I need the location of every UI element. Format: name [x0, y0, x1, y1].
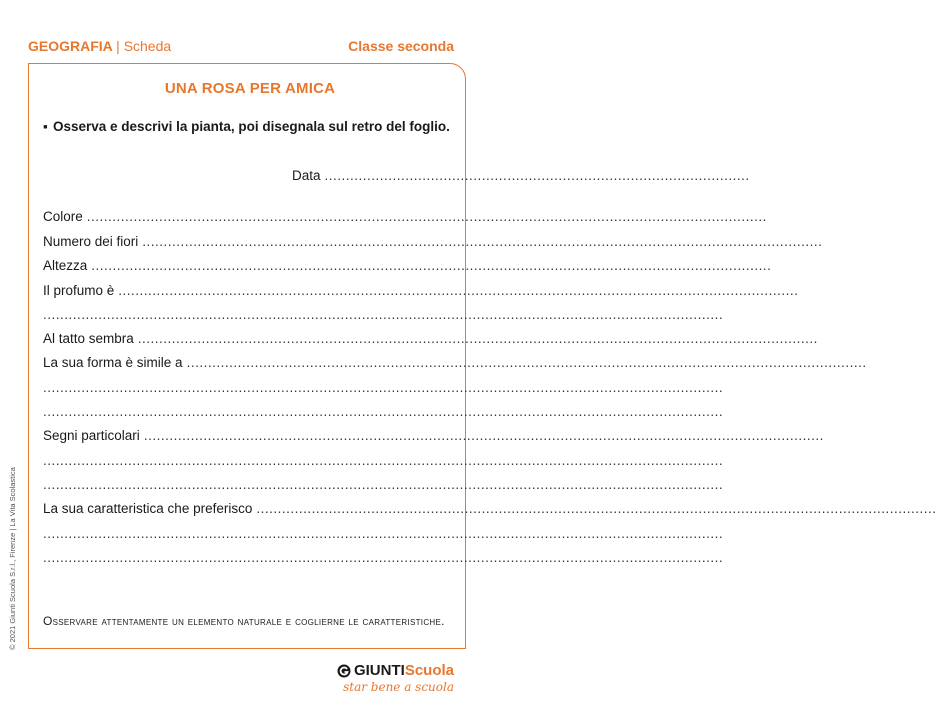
fill-in-row[interactable]	[43, 477, 724, 492]
header-subject-line	[28, 38, 171, 54]
fill-in-row[interactable]	[43, 258, 772, 273]
class-level-label: Classe seconda	[348, 38, 454, 54]
fill-in-row[interactable]	[43, 331, 818, 346]
fill-in-row[interactable]	[43, 526, 724, 541]
date-fill-line[interactable]: ....................................................................................................	[324, 168, 750, 183]
fill-in-row[interactable]	[43, 501, 936, 516]
fill-in-row[interactable]	[43, 283, 799, 298]
fill-line[interactable]: ................................................................................................................................................................	[43, 453, 724, 468]
subject-label: GEOGRAFIA	[28, 38, 113, 54]
fill-line[interactable]: ................................................................................................................................................................	[118, 283, 799, 298]
fill-line[interactable]: ................................................................................................................................................................	[143, 428, 824, 443]
field-label: Numero dei fiori	[43, 234, 139, 249]
logo-accent-text: Scuola	[404, 662, 454, 679]
fill-line[interactable]: ................................................................................................................................................................	[43, 526, 724, 541]
fill-line[interactable]: ................................................................................................................................................................	[137, 331, 818, 346]
fill-in-row[interactable]	[43, 307, 724, 322]
fill-line[interactable]: ................................................................................................................................................................	[86, 209, 767, 224]
fill-in-row[interactable]	[43, 404, 724, 419]
fill-in-row[interactable]	[43, 234, 823, 249]
giunti-g-icon	[337, 664, 351, 678]
instruction-text: Osserva e descrivi la pianta, poi disegnala sul retro del foglio.	[53, 119, 450, 134]
field-label: Colore	[43, 209, 83, 224]
sheet-type-label: Scheda	[123, 38, 172, 54]
fill-in-row[interactable]	[43, 453, 724, 468]
date-label: Data	[292, 168, 321, 183]
logo-tagline: star bene a scuola	[343, 680, 454, 694]
fill-line[interactable]: ................................................................................................................................................................	[43, 404, 724, 419]
fill-line[interactable]: ................................................................................................................................................................	[43, 380, 724, 395]
fill-in-row[interactable]	[43, 355, 867, 370]
field-label: La sua caratteristica che preferisco	[43, 501, 253, 516]
publisher-logo	[337, 662, 454, 694]
learning-objective-note: Osservare attentamente un elemento naturale e coglierne le caratteristiche.	[43, 614, 445, 628]
fill-in-row[interactable]	[43, 380, 724, 395]
fill-line[interactable]: ................................................................................................................................................................	[43, 550, 724, 565]
fill-in-row[interactable]	[43, 209, 767, 224]
fill-in-row[interactable]	[43, 550, 724, 565]
header-separator: |	[116, 38, 120, 54]
field-label: Al tatto sembra	[43, 331, 134, 346]
fill-line[interactable]: ................................................................................................................................................................	[43, 477, 724, 492]
fill-line[interactable]: ................................................................................................................................................................	[256, 501, 936, 516]
field-label: La sua forma è simile a	[43, 355, 183, 370]
instruction	[43, 117, 453, 136]
fill-line[interactable]: ................................................................................................................................................................	[142, 234, 823, 249]
worksheet-title: UNA ROSA PER AMICA	[164, 80, 336, 97]
field-label: Altezza	[43, 258, 88, 273]
fill-line[interactable]: ................................................................................................................................................................	[43, 307, 724, 322]
fill-in-row[interactable]	[43, 428, 824, 443]
fill-line[interactable]: ................................................................................................................................................................	[91, 258, 772, 273]
date-field[interactable]	[292, 168, 750, 183]
logo-main-text: GIUNTI	[353, 662, 405, 679]
field-label: Il profumo è	[43, 283, 115, 298]
field-label: Segni particolari	[43, 428, 140, 443]
bullet-icon: ▪	[43, 119, 48, 134]
fill-line[interactable]: ................................................................................................................................................................	[186, 355, 867, 370]
copyright-text: © 2021 Giunti Scuola S.r.l., Firenze | La Vita Scolastica	[8, 467, 17, 650]
